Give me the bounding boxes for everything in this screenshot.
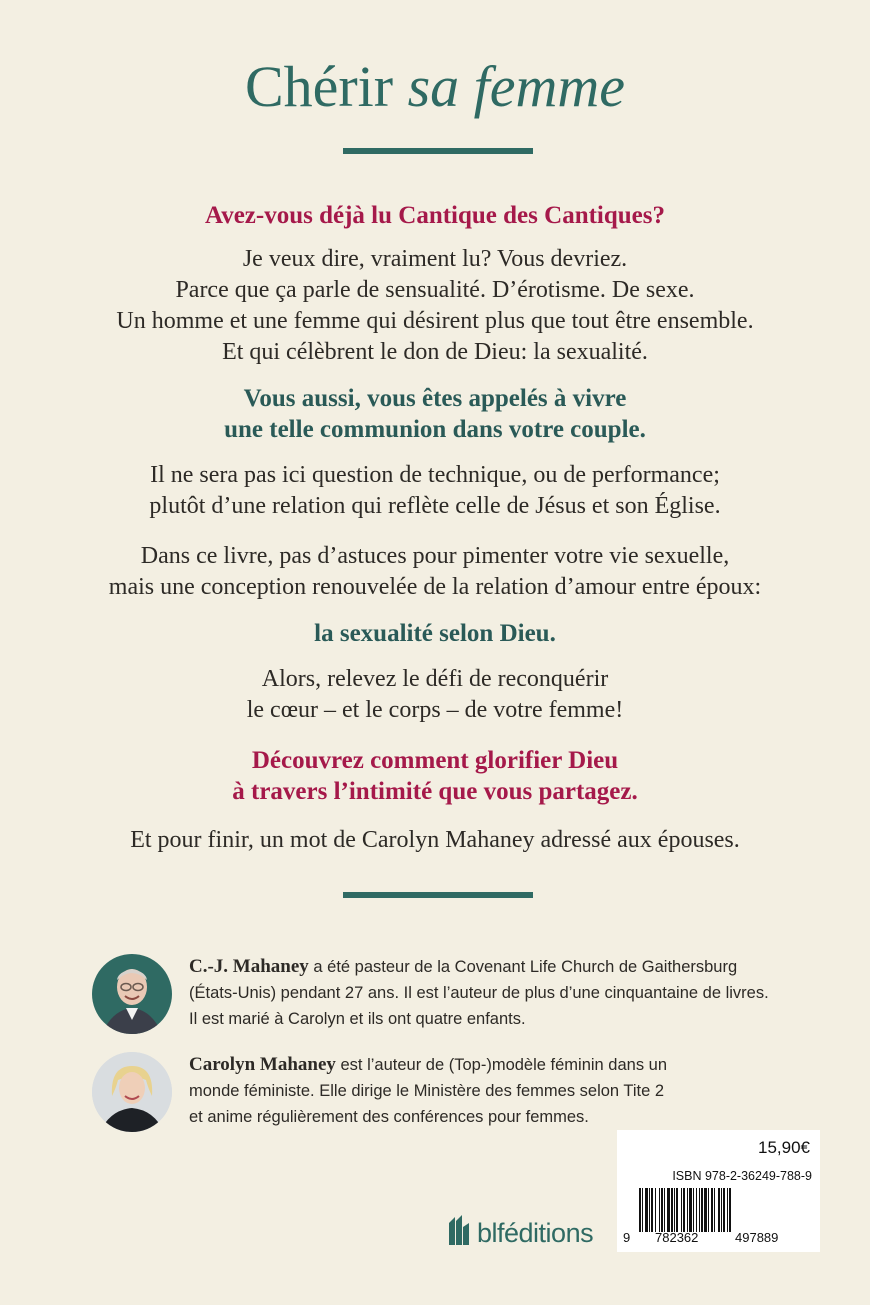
barcode-bar <box>667 1188 670 1232</box>
emphasis-line: à travers l’intimité que vous partagez. <box>232 778 638 805</box>
title-main: Chérir <box>244 54 394 119</box>
barcode-bar <box>649 1188 650 1232</box>
top-divider <box>343 148 533 154</box>
emphasis-line: la sexualité selon Dieu. <box>314 620 556 647</box>
publisher-name: blféditions <box>477 1217 594 1248</box>
emphasis-line: une telle communion dans votre couple. <box>224 416 646 443</box>
challenge-line: le cœur – et le corps – de votre femme! <box>246 697 624 723</box>
author-photo-cj <box>92 954 172 1034</box>
author-bio-line: est l’auteur de (Top-)modèle féminin dans un <box>335 1056 668 1074</box>
barcode-bar <box>645 1188 648 1232</box>
barcode-bar <box>708 1188 709 1232</box>
barcode-panel <box>617 1130 820 1252</box>
barcode-bar <box>693 1188 694 1232</box>
challenge-line: Alors, relevez le défi de reconquérir <box>261 666 609 692</box>
barcode-bar <box>664 1188 665 1232</box>
barcode-bar <box>661 1188 663 1232</box>
bottom-divider <box>343 892 533 898</box>
book-title <box>0 52 870 122</box>
barcode-bar <box>642 1188 643 1232</box>
barcode-bar <box>696 1188 697 1232</box>
intro-line: Un homme et une femme qui désirent plus que tout être ensemble. <box>116 308 754 334</box>
barcode-bar <box>659 1188 660 1232</box>
closing-paragraph <box>40 825 830 856</box>
barcode-graphic <box>635 1188 805 1232</box>
intro-line: Je veux dire, vraiment lu? Vous devriez. <box>242 246 628 272</box>
author-name-cj: C.-J. Mahaney <box>189 956 309 977</box>
barcode-bar <box>721 1188 722 1232</box>
author-bio-text-carolyn <box>189 1052 829 1130</box>
barcode-bar <box>701 1188 703 1232</box>
barcode-bar <box>723 1188 725 1232</box>
barcode-bar <box>711 1188 713 1232</box>
book-stack-icon <box>447 1215 471 1251</box>
technique-line: plutôt d’une relation qui reflète celle de Jésus et son Église. <box>149 493 721 519</box>
barcode-bar <box>651 1188 653 1232</box>
author-bio-cj <box>92 954 832 1034</box>
author-bio-text-cj <box>189 954 829 1032</box>
title-italic: sa femme <box>407 54 626 119</box>
barcode-digits-end: 497889 <box>735 1230 779 1245</box>
isbn-label: ISBN 978-2-36249-788-9 <box>672 1169 812 1183</box>
author-bio-line: (États-Unis) pendant 27 ans. Il est l’auteur de plus d’une cinquantaine de livres. <box>189 984 769 1002</box>
emphasis-glorify <box>40 745 830 807</box>
barcode-bar <box>687 1188 688 1232</box>
book-paragraph <box>40 541 830 603</box>
barcode-bar <box>639 1188 641 1232</box>
technique-paragraph <box>40 460 830 522</box>
author-bio-line: et anime régulièrement des conférences pour femmes. <box>189 1108 589 1126</box>
barcode-digit-first: 9 <box>623 1230 631 1245</box>
barcode-bar <box>681 1188 682 1232</box>
author-bio-line: a été pasteur de la Covenant Life Church de Gaithersburg <box>308 958 738 976</box>
intro-line: Parce que ça parle de sensualité. D’érotisme. De sexe. <box>175 277 695 303</box>
barcode-bar <box>718 1188 720 1232</box>
heading-question <box>40 200 830 231</box>
emphasis-line: Découvrez comment glorifier Dieu <box>251 747 619 774</box>
emphasis-communion <box>40 383 830 445</box>
barcode-bar <box>704 1188 707 1232</box>
author-bio-carolyn <box>92 1052 832 1132</box>
barcode-bar <box>674 1188 675 1232</box>
barcode-bar <box>714 1188 715 1232</box>
emphasis-sexuality <box>40 618 830 649</box>
book-line: Dans ce livre, pas d’astuces pour pimenter votre vie sexuelle, <box>140 543 730 569</box>
book-line: mais une conception renouvelée de la relation d’amour entre époux: <box>108 574 762 600</box>
barcode-bar <box>727 1188 728 1232</box>
barcode-bar <box>676 1188 678 1232</box>
barcode-bar <box>655 1188 656 1232</box>
technique-line: Il ne sera pas ici question de technique, ou de performance; <box>150 462 720 488</box>
barcode-bar <box>671 1188 673 1232</box>
author-bio-line: monde féministe. Elle dirige le Ministère des femmes selon Tite 2 <box>189 1082 665 1100</box>
author-photo-carolyn <box>92 1052 172 1132</box>
closing-line: Et pour finir, un mot de Carolyn Mahaney adressé aux épouses. <box>130 827 740 853</box>
barcode-bar <box>683 1188 685 1232</box>
challenge-paragraph <box>40 664 830 726</box>
publisher-logo <box>447 1213 593 1253</box>
emphasis-line: Vous aussi, vous êtes appelés à vivre <box>243 385 627 412</box>
author-bio-line: Il est marié à Carolyn et ils ont quatre enfants. <box>189 1010 526 1028</box>
price-label: 15,90€ <box>758 1138 810 1157</box>
intro-line: Et qui célèbrent le don de Dieu: la sexualité. <box>222 339 648 365</box>
author-name-carolyn: Carolyn Mahaney <box>189 1054 336 1075</box>
intro-paragraph <box>40 244 830 368</box>
barcode-bar <box>689 1188 692 1232</box>
barcode-bar <box>729 1188 731 1232</box>
barcode-bar <box>699 1188 700 1232</box>
barcode-digits-mid: 782362 <box>655 1230 699 1245</box>
heading-question-text: Avez-vous déjà lu Cantique des Cantiques? <box>205 202 665 229</box>
